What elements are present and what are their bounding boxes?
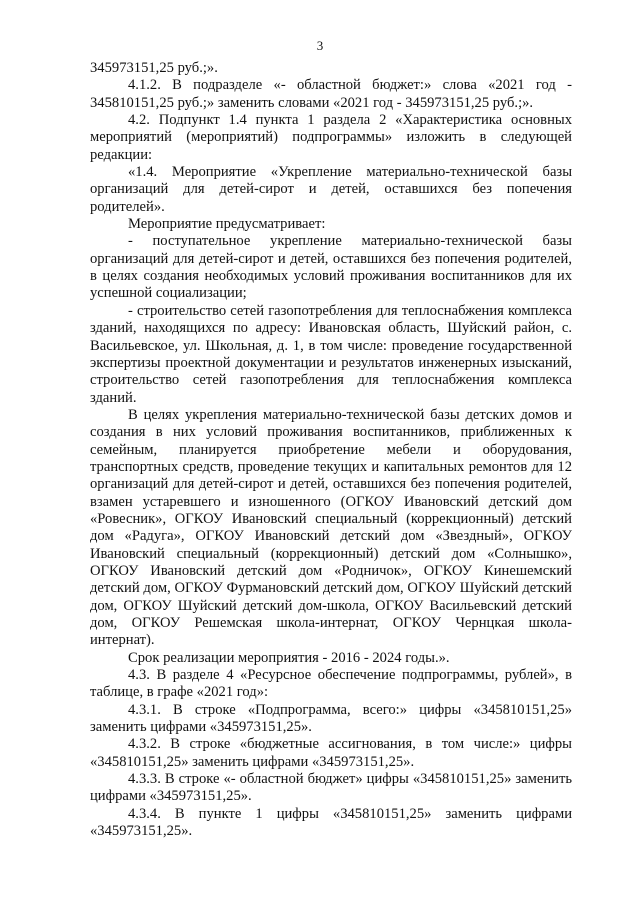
document-body <box>90 60 572 840</box>
paragraph-orphanages: В целях укрепления материально-технической базы детских домов и создания в них условий проживания воспитанников, приближенных к семейным, планируется приобретение мебели и оборудования, транспортных средств, проведение текущих и капитальных ремонтов для 12 организаций для детей-сирот и детей, оставшихся без попечения родителей, взамен устаревшего и изношенного (ОГКОУ Ивановский детский дом «Ровесник», ОГКОУ Ивановский специальный (коррекционный) детский дом «Радуга», ОГКОУ Ивановский детский дом «Звездный», ОГКОУ Ивановский специальный (коррекционный) детский дом «Солнышко», ОГКОУ Ивановский детский дом «Родничок», ОГКОУ Кинешемский детский дом, ОГКОУ Фурмановский детский дом, ОГКОУ Шуйский детский дом, ОГКОУ Шуйский детский дом-школа, ОГКОУ Васильевский детский дом, ОГКОУ Решемская школа-интернат, ОГКОУ Чернцкая школа-интернат). <box>90 406 572 649</box>
paragraph-4-2: 4.2. Подпункт 1.4 пункта 1 раздела 2 «Характеристика основных мероприятий (мероприятий) подпрограммы» изложить в следующей редакции: <box>90 112 572 163</box>
paragraph-term: Срок реализации мероприятия - 2016 - 2024 годы.». <box>128 649 450 666</box>
paragraph-4-3-3: 4.3.3. В строке «- областной бюджет» цифры «345810151,25» заменить цифрами «345973151,25». <box>90 771 572 805</box>
page-number: 3 <box>316 38 324 53</box>
paragraph-4-3: 4.3. В разделе 4 «Ресурсное обеспечение подпрограммы, рублей», в таблице, в графе «2021 год»: <box>90 667 572 701</box>
paragraph-4-3-1: 4.3.1. В строке «Подпрограмма, всего:» цифры «345810151,25» заменить цифрами «345973151,25». <box>90 701 572 736</box>
paragraph-4-3-2: 4.3.2. В строке «бюджетные ассигнования, в том числе:» цифры «345810151,25» заменить цифрами «345973151,25». <box>90 736 572 770</box>
paragraph-bullet-2: - строительство сетей газопотребления для теплоснабжения комплекса зданий, находящихся по адресу: Ивановская область, Шуйский район, с. Васильевское, ул. Школьная, д. 1, в том числе: проведение государственной экспертизы проектной документации и результатов инженерных изысканий, строительство сетей газопотребления для теплоснабжения комплекса зданий. <box>90 302 572 406</box>
paragraph-1-4-title: «1.4. Мероприятие «Укрепление материально-технической базы организаций для детей-сирот и детей, оставшихся без попечения родителей». <box>90 164 572 215</box>
paragraph-4-3-4: 4.3.4. В пункте 1 цифры «345810151,25» заменить цифрами «345973151,25». <box>90 805 572 840</box>
paragraph-continuation: 345973151,25 руб.;». <box>90 60 218 76</box>
paragraph-4-1-2: 4.1.2. В подразделе «- областной бюджет:» слова «2021 год - 345810151,25 руб.;» заменить словами «2021 год - 345973151,25 руб.;». <box>90 77 572 111</box>
paragraph-bullet-1: - поступательное укрепление материально-технической базы организаций для детей-сирот и детей, оставшихся без попечения родителей, в целях создания необходимых условий проживания воспитанников для их успешной социализации; <box>90 233 572 302</box>
paragraph-measure-intro: Мероприятие предусматривает: <box>128 216 326 233</box>
